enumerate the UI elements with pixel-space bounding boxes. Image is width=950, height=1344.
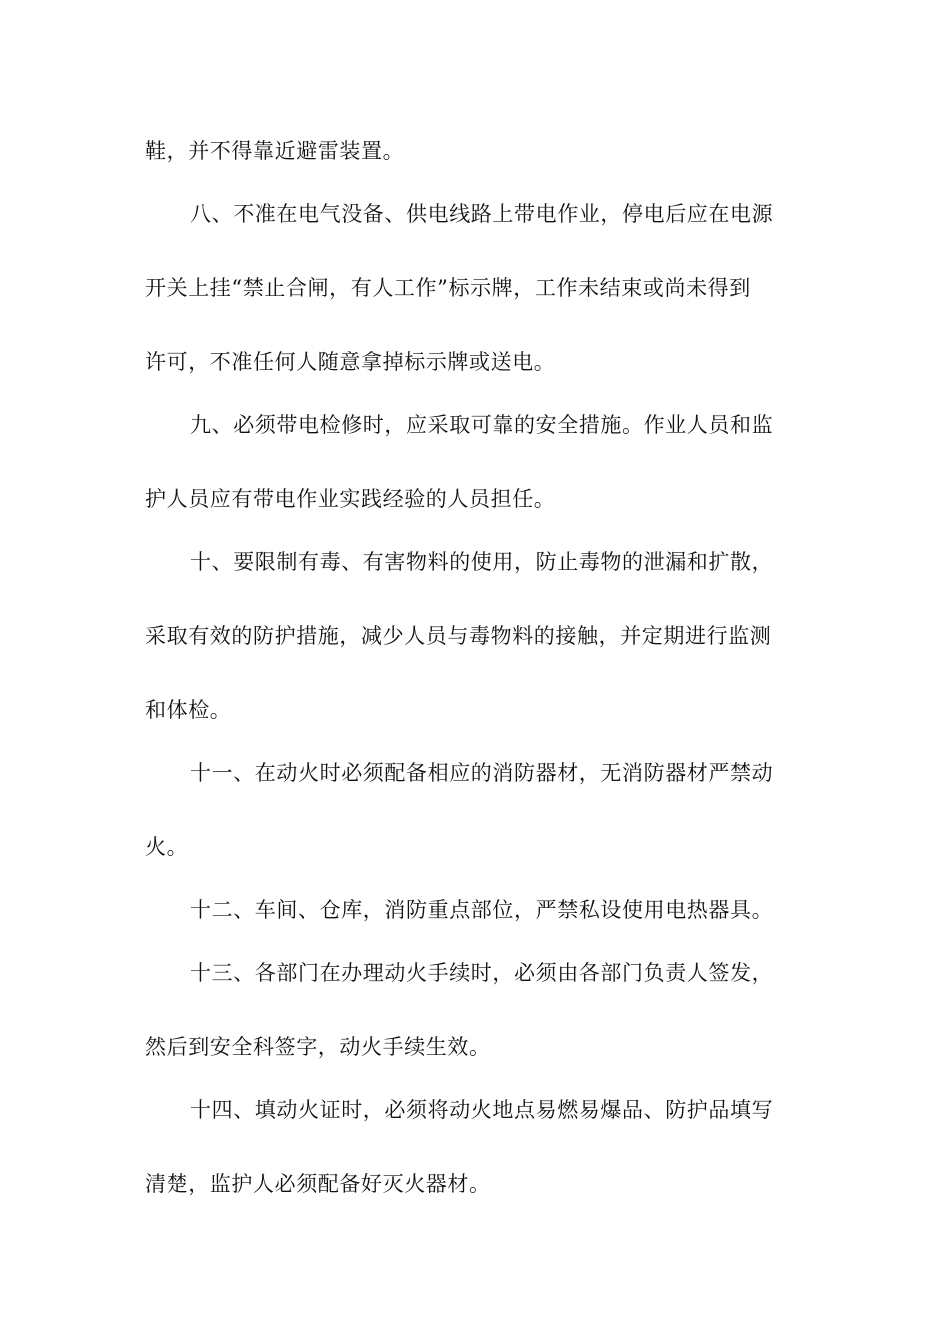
text-line-4: 许可，不准任何人随意拿掉标示牌或送电。 [145, 350, 556, 374]
text-line-13: 十三、各部门在办理动火手续时，必须由各部门负责人签发， [190, 961, 774, 985]
text-line-9: 和体检。 [145, 698, 232, 722]
text-line-3: 开关上挂“禁止合闸，有人工作”标示牌，工作未结束或尚未得到 [145, 276, 751, 300]
text-line-11: 火。 [145, 835, 189, 859]
text-line-8: 采取有效的防护措施，减少人员与毒物料的接触，并定期进行监测 [145, 624, 772, 648]
text-line-14: 然后到安全科签字，动火手续生效。 [145, 1035, 491, 1059]
text-line-10: 十一、在动火时必须配备相应的消防器材，无消防器材严禁动 [190, 761, 774, 785]
text-line-7: 十、要限制有毒、有害物料的使用，防止毒物的泄漏和扩散， [190, 550, 774, 574]
text-line-2: 八、不准在电气没备、供电线路上带电作业，停电后应在电源 [190, 202, 774, 226]
text-line-5: 九、必须带电检修时，应采取可靠的安全措施。作业人员和监 [190, 413, 774, 437]
text-line-15: 十四、填动火证时，必须将动火地点易燃易爆品、防护品填写 [190, 1098, 774, 1122]
text-line-6: 护人员应有带电作业实践经验的人员担任。 [145, 487, 556, 511]
text-line-12: 十二、车间、仓库，消防重点部位，严禁私设使用电热器具。 [190, 898, 774, 922]
text-line-16: 清楚，监护人必须配备好灭火器材。 [145, 1172, 491, 1196]
text-line-1: 鞋，并不得靠近避雷装置。 [145, 139, 405, 163]
